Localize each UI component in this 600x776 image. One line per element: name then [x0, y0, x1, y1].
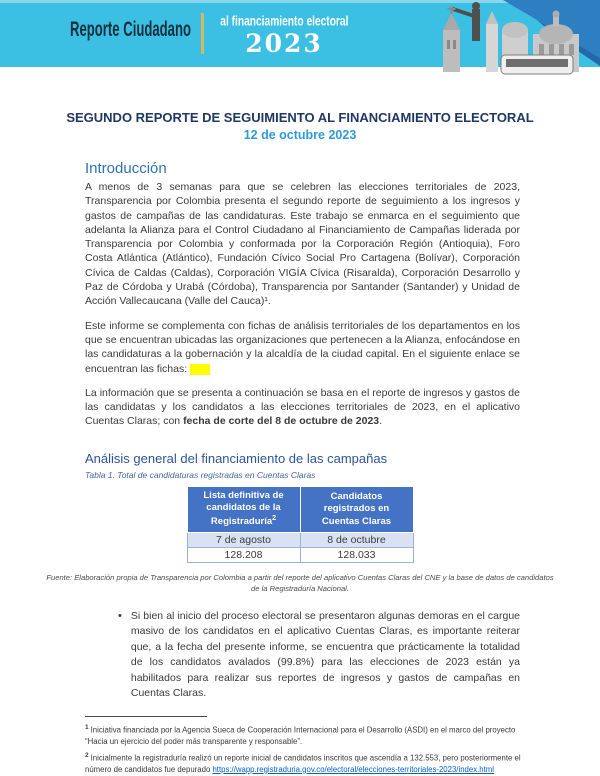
- table-cell-count-2: 128.033: [300, 547, 413, 562]
- table-header-row: [187, 486, 413, 532]
- church-tower-icon: [443, 6, 460, 72]
- report-banner: [0, 0, 600, 67]
- table-cell-count-1: 128.208: [187, 547, 300, 562]
- intro-paragraph-1: A menos de 3 semanas para que se celebren las elecciones territoriales de 2023, Transparencia por Colombia presenta el segundo reporte de seguimiento a los ingresos y gastos de campañas de las candidaturas. Este trabajo se enmarca en el seguimiento que adelanta la Alianza para el Control Ciudadano al Financiamiento de Campañas liderada por Transparencia por Colombia y conformada por la Corporación Región (Antioquia), Foro Costa Atlántica (Atlántico), Fundación Cívico Social Pro Cartagena (Bolívar), Corporación Cívica de Caldas (Caldas), Corporación VIGÍA Cívica (Risaralda), Corporación Desarrollo y Paz de Córdoba y Urabá (Córdoba), Transparencia por Santander (Santander) y Unidad de Acción Vallecaucana (Valle del Cauca)¹.: [85, 181, 520, 308]
- table-header-footnote-ref: 2: [272, 515, 277, 523]
- table-header-registraduria-label: Lista definitiva de candidatos de la Registraduría: [203, 489, 284, 528]
- table-cell-date-1: 7 de agosto: [187, 532, 300, 547]
- cutoff-date-bold: fecha de corte del 8 de octubre de 2023: [183, 415, 380, 428]
- page-title: SEGUNDO REPORTE DE SEGUIMIENTO AL FINANCIAMIENTO ELECTORAL: [66, 110, 534, 125]
- footnote-2-number: 2: [85, 751, 89, 759]
- footnote-separator: [85, 716, 207, 717]
- footnote-1-text: Iniciativa financiada por la Agencia Sueca de Cooperación Internacional para el Desarrollo (ASDI) en el marco del proyecto “Hacia un ejercicio del poder más transparente y responsable”.: [85, 725, 516, 746]
- intro-paragraph-2-text: Este informe se complementa con fichas de análisis territoriales de los departamentos en los que se encuentran ubicadas las organizaciones que pertenecen a la Alianza, enfocándose en las candidaturas a la gobernación y la alcaldía de la ciudad capital. En el siguiente enlace se encuentran las fichas:: [85, 319, 520, 375]
- footnote-2: [85, 750, 540, 776]
- banner-divider-bar: [201, 13, 204, 54]
- footnote-1: [85, 722, 540, 748]
- table-caption: Tabla 1. Total de candidaturas registradas en Cuentas Claras: [85, 469, 316, 480]
- highlighted-blank: [190, 364, 210, 375]
- footnote-2-text: Inicialmente la registraduría realizó un reporte inicial de candidatos inscritos que ascendía a 132.553, pero posteriormente el número de candidatos fue depurado: [85, 753, 521, 774]
- bullet-text: Si bien al inicio del proceso electoral se presentaron algunas demoras en el cargue masivo de los candidatos en el aplicativo Cuentas Claras, es importante reiterar que, a la fecha del presente informe, se encuentra que prácticamente la totalidad de los candidatos avalados (99.8%) para las elecciones de 2023 están ya habilitados para realizar sus reportes de ingresos y gastos de campañas en Cuentas Claras.: [130, 609, 520, 700]
- intro-paragraph-3-text: La información que se presenta a continuación se basa en el reporte de ingresos y gastos de las candidatas y los candidatos a las elecciones territoriales de 2023, en el aplicativo Cuentas Claras; con: [85, 386, 520, 428]
- analysis-heading: Análisis general del financiamiento de las campañas: [85, 450, 388, 466]
- banner-year: 2023: [245, 29, 323, 58]
- banner-tagline-block: [208, 12, 360, 56]
- brand-title: Reporte Ciudadano: [70, 19, 192, 42]
- table-container: [0, 486, 600, 563]
- table-header-registraduria: [187, 486, 300, 532]
- banner-tagline: al financiamiento electoral: [219, 12, 349, 30]
- candidates-table: [187, 486, 414, 563]
- intro-heading: Introducción: [85, 160, 167, 177]
- bullet-item: [118, 609, 520, 702]
- footnote-2-link[interactable]: https://wapp.registraduria.gov.co/electoral/elecciones-territoriales-2023/index.html: [212, 764, 495, 774]
- intro-paragraph-3: [85, 386, 520, 429]
- table-source-note: Fuente: Elaboración propia de Transparencia por Colombia a partir del reporte del aplicativo Cuentas Claras del CNE y la base de datos de candidatos de la Registraduría Nacional.: [46, 572, 554, 594]
- table-cell-date-2: 8 de octubre: [300, 532, 413, 547]
- table-row: [187, 532, 413, 547]
- table-header-cuentas-claras: Candidatos registrados en Cuentas Claras: [300, 486, 413, 532]
- bullet-marker-icon: [118, 609, 122, 702]
- footnote-1-number: 1: [85, 723, 89, 731]
- page-date: 12 de octubre 2023: [243, 128, 357, 142]
- intro-paragraph-2: [85, 319, 520, 376]
- intro-paragraph-3-period: .: [379, 415, 383, 428]
- document-content: [0, 67, 600, 776]
- table-row: [187, 547, 413, 562]
